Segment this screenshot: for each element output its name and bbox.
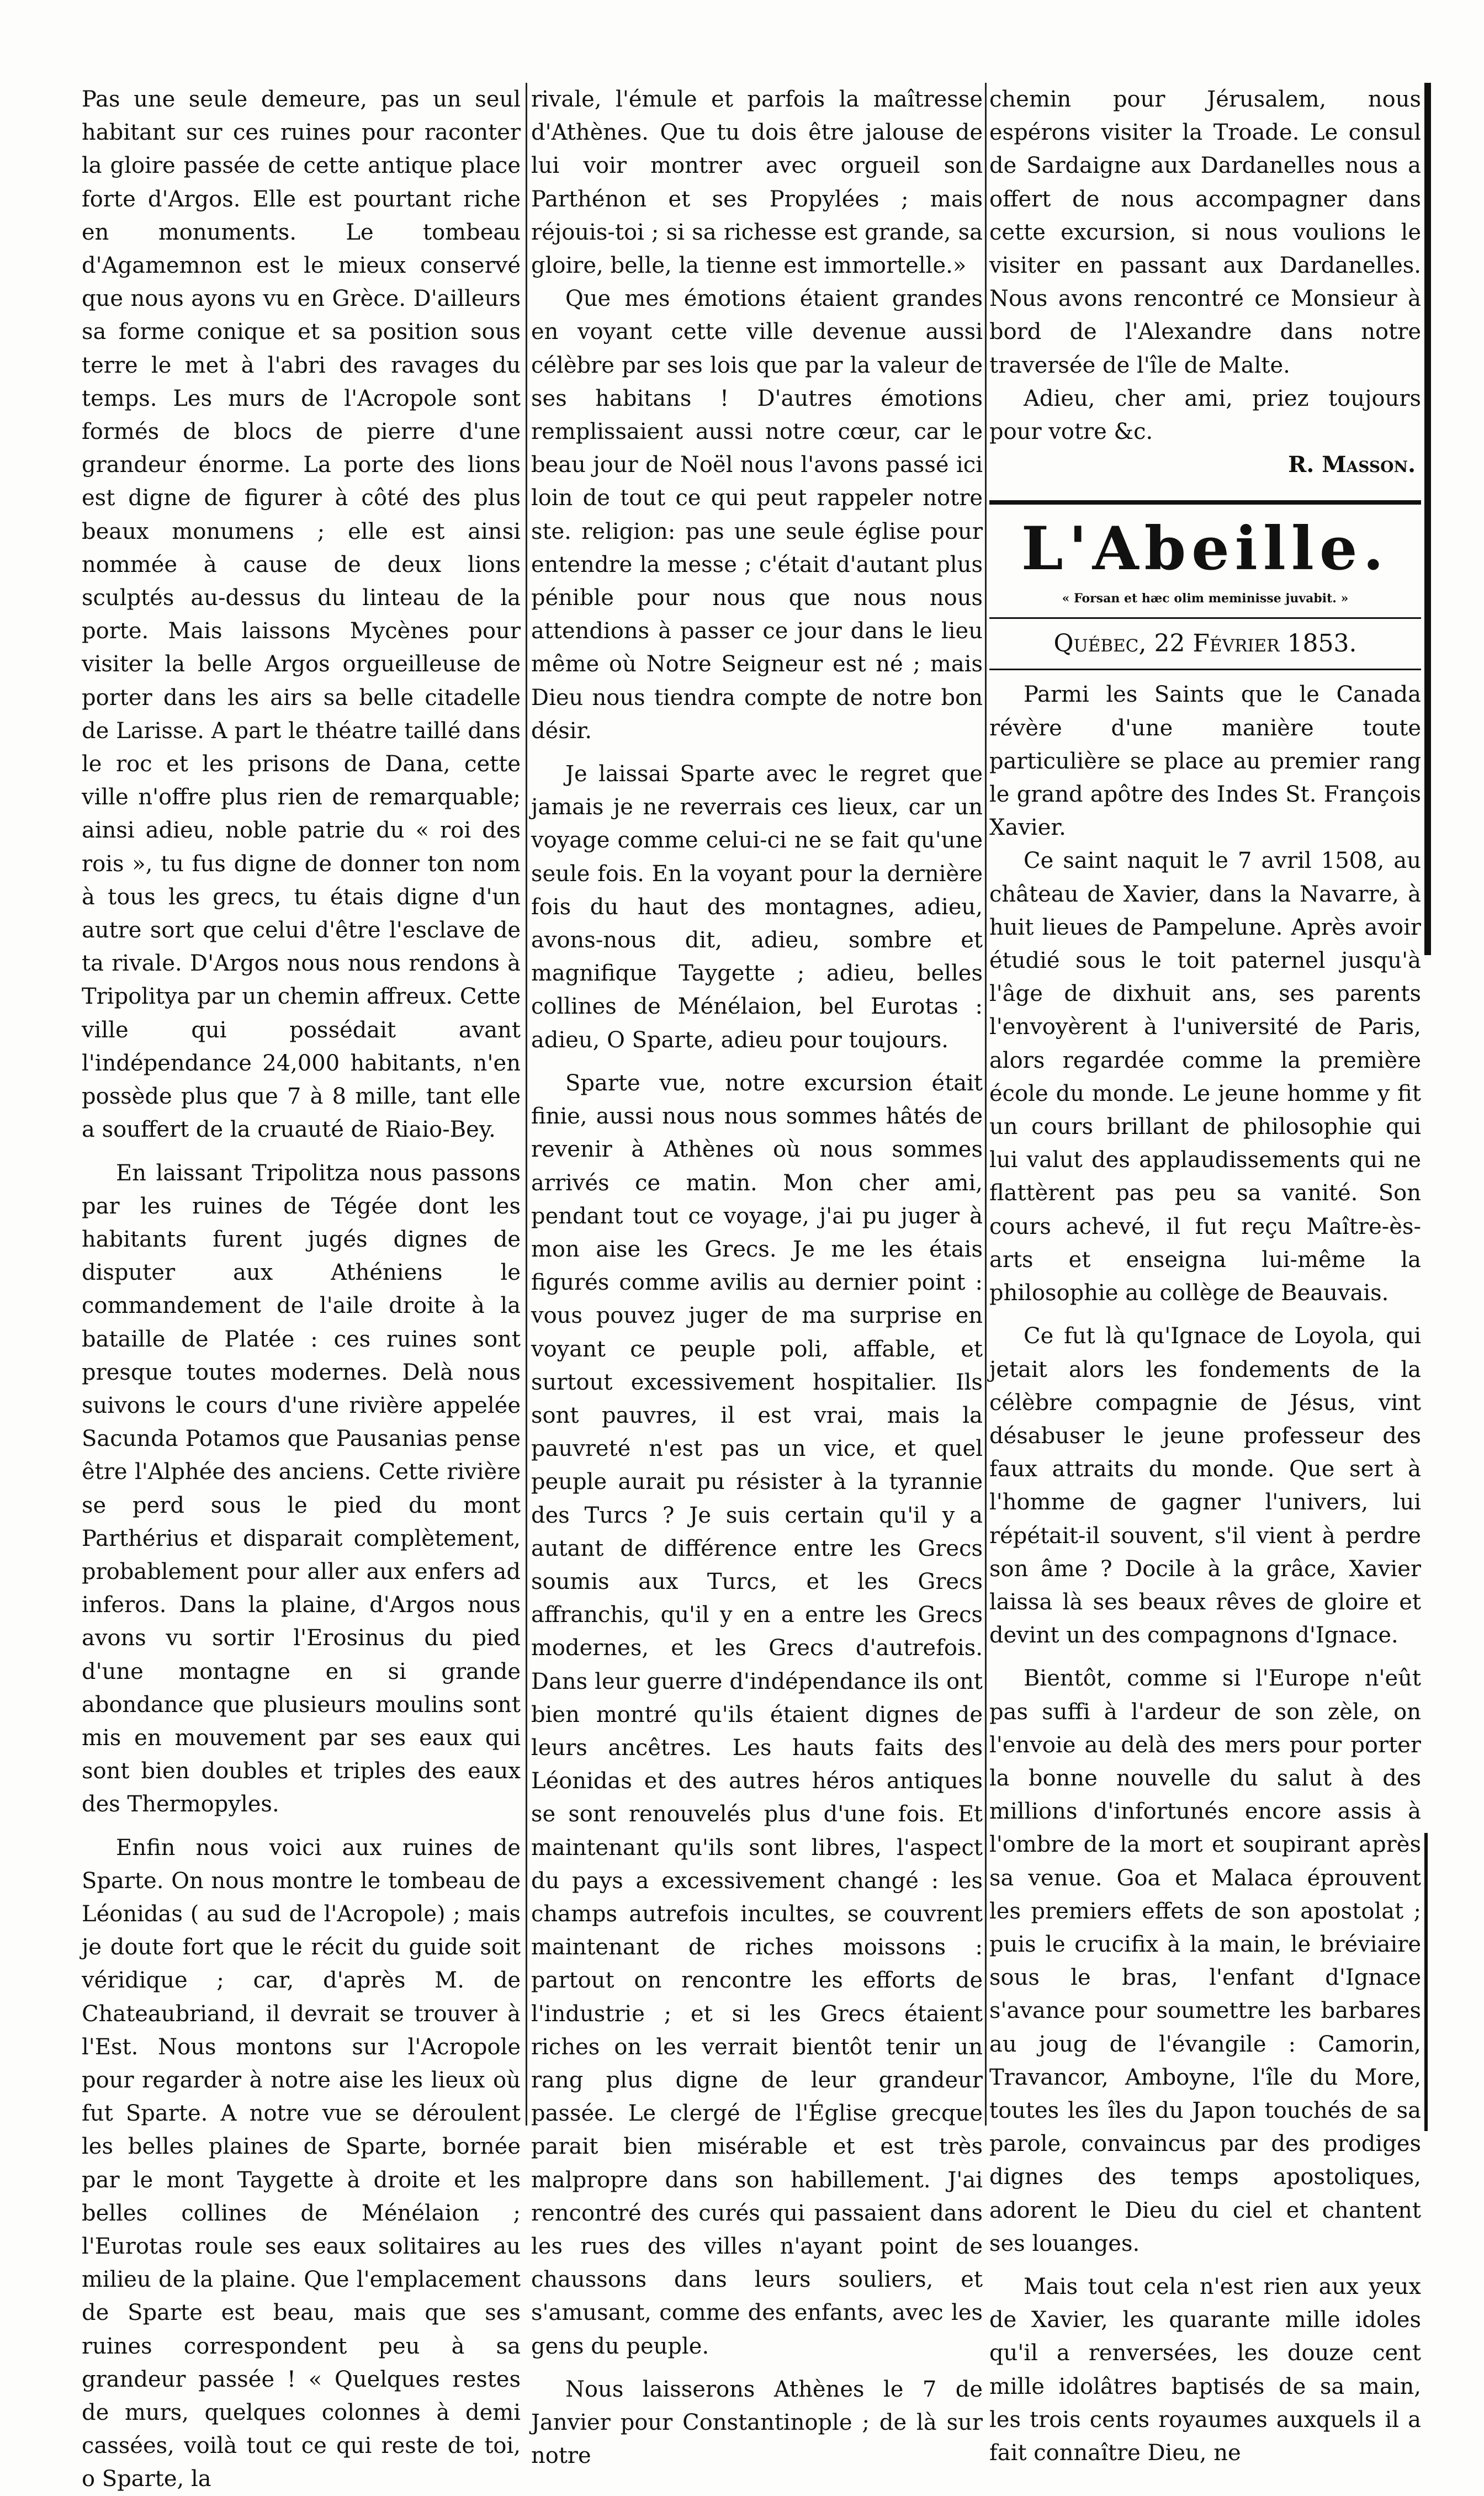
column-rule-left xyxy=(526,83,527,2126)
col3-paragraph-5: Ce fut là qu'Ignace de Loyola, qui jetait alors les fondements de la célèbre compagnie de Jésus, vint désabuser le jeune professeur des faux attraits du monde. Que sert à l'homme de gagner l'univers, lui répétait-il souvent, s'il vient à perdre son âme ? Docile à la grâce, Xavier laissa là ses beaux rêves de gloire et devint un des compagnons d'Ignace. xyxy=(989,1323,1421,1649)
margin-rule-top xyxy=(1424,83,1431,955)
dateline: Québec, 22 Février 1853. xyxy=(1053,629,1357,658)
section-divider xyxy=(989,500,1421,505)
col2-paragraph-2: Que mes émotions étaient grandes en voyant cette ville devenue aussi célèbre par ses lois que par la valeur de ses habitans ! D'autres émotions remplissaient aussi notre cœur, car le beau jour de Noël nous l'avons passé ici loin de tout ce qui peut rappeler notre ste. religion: pas une seule église pour entendre la messe ; c'était d'autant plus pénible pour nous que nous nous attendions à passer ce jour dans le lieu même où Notre Seigneur est né ; mais Dieu nous tiendra compte de notre bon désir. xyxy=(531,286,983,744)
col2-paragraph-3: Je laissai Sparte avec le regret que jamais je ne reverrais ces lieux, car un voyage comme celui-ci ne se fait qu'une seule fois. En la voyant pour la dernière fois du haut des montagnes, adieu, avons-nous dit, adieu, sombre et magnifique Taygette ; adieu, belles collines de Ménélaion, bel Eurotas : adieu, O Sparte, adieu pour toujours. xyxy=(531,761,983,1053)
col1-paragraph-1: Pas une seule demeure, pas un seul habitant sur ces ruines pour raconter la gloire passée de cette antique place forte d'Argos. Elle est pourtant riche en monuments. Le tombeau d'Agamemnon est le mieux conservé que nous ayons vu en Grèce. D'ailleurs sa forme conique et sa position sous terre le met à l'abri des ravages du temps. Les murs de l'Acropole sont formés de blocs de pierre d'une grandeur énorme. La porte des lions est digne de figurer à côté des plus beaux monumens ; elle est ainsi nommée à cause de deux lions sculptés au-dessus du linteau de la porte. Mais laissons Mycènes pour visiter la belle Argos orgueilleuse de porter dans les airs sa belle citadelle de Larisse. A part le théatre taillé dans le roc et les prisons de Dana, cette ville n'offre plus rien de remarquable; ainsi adieu, noble patrie du « roi des rois », tu fus digne de donner ton nom à tous les grecs, tu étais digne d'un autre sort que celui d'être l'esclave de ta rivale. D'Argos nous nous rendons à Tripolitya par un chemin affreux. Cette ville qui possédait avant l'indépendance 24,000 habitants, n'en possède plus que 7 à 8 mille, tant elle a souffert de la cruauté de Riaio-Bey. xyxy=(82,87,521,1143)
col2-paragraph-1: rivale, l'émule et parfois la maîtresse d'Athènes. Que tu dois être jalouse de lui voir montrer avec orgueil son Parthénon et ses Propylées ; mais réjouis-toi ; si sa richesse est grande, sa gloire, belle, la tienne est immortelle.» xyxy=(531,87,983,279)
col3-paragraph-3: Parmi les Saints que le Canada révère d'une manière toute particulière se place au premier rang le grand apôtre des Indes St. François Xavier. xyxy=(989,682,1421,841)
col3-paragraph-7: Mais tout cela n'est rien aux yeux de Xavier, les quarante mille idoles qu'il a renversées, les douze cent mille idolâtres baptisés de sa main, les trois cents royaumes auxquels il a fait connaître Dieu, ne xyxy=(989,2274,1421,2466)
col2-paragraph-4: Sparte vue, notre excursion était finie, aussi nous nous sommes hâtés de revenir à Athènes où nous sommes arrivés ce matin. Mon cher ami, pendant tout ce voyage, j'ai pu juger à mon aise les Grecs. Je me les étais figurés comme avilis au dernier point : vous pouvez juger de ma surprise en voyant ce peuple poli, affable, et surtout excessivement hospitalier. Ils sont pauvres, il est vrai, mais la pauvreté n'est pas un vice, et quel peuple aurait pu résister à la tyrannie des Turcs ? Je suis certain qu'il y a autant de différence entre les Grecs soumis aux Turcs, et les Grecs affranchis, qu'il y en a entre les Grecs modernes, et les Grecs d'autrefois. Dans leur guerre d'indépendance ils ont bien montré qu'ils étaient dignes de leurs ancêtres. Les hauts faits des Léonidas et des autres héros antiques se sont renouvelés plus d'une fois. Et maintenant qu'ils sont libres, l'aspect du pays a excessivement changé : les champs autrefois incultes, se couvrent maintenant de riches moissons : partout on rencontre les efforts de l'industrie ; et si les Grecs étaient riches on les verrait bientôt tenir un rang plus digne de leur grandeur passée. Le clergé de l'Église grecque parait bien misérable et est très malpropre dans son habillement. J'ai rencontré des curés qui passaient dans les rues des villes n'ayant point de chaussons dans leurs souliers, et s'amusant, comme des enfants, avec les gens du peuple. xyxy=(531,1070,983,2359)
letter-signature: R. Masson. xyxy=(1288,452,1416,478)
col3-paragraph-4: Ce saint naquit le 7 avril 1508, au château de Xavier, dans la Navarre, à huit lieues de Pampelune. Après avoir étudié sous le toit paternel jusqu'à l'âge de dixhuit ans, ses parents l'envoyèrent à l'université de Paris, alors regardée comme la première école du monde. Le jeune homme y fit un cours brillant de philosophie qui lui valut des applaudissements qui ne flattèrent pas peu sa vanité. Son cours achevé, il fut reçu Maître-ès-arts et enseigna lui-même la philosophie au collège de Beauvais. xyxy=(989,848,1421,1306)
col2-paragraph-5: Nous laisserons Athènes le 7 de Janvier pour Constantinople ; de là sur notre xyxy=(531,2376,983,2469)
column-1 xyxy=(82,83,521,2496)
col3-paragraph-1: chemin pour Jérusalem, nous espérons visiter la Troade. Le consul de Sardaigne aux Dardanelles nous a offert de nous accompagner dans cette excursion, si nous voulions le visiter en passant aux Dardanelles. Nous avons rencontré ce Monsieur à bord de l'Alexandre dans notre traversée de l'île de Malte. xyxy=(989,87,1421,378)
dateline-rule-bottom xyxy=(989,669,1421,670)
masthead-title: L'Abeille. xyxy=(1021,514,1390,584)
col1-paragraph-2: En laissant Tripolitza nous passons par les ruines de Tégée dont les habitants furent jugés dignes de disputer aux Athéniens le commandement de l'aile droite à la bataille de Platée : ces ruines sont presque toutes modernes. Delà nous suivons le cours d'une rivière appelée Sacunda Potamos que Pausanias pense être l'Alphée des anciens. Cette rivière se perd sous le pied du mont Parthérius et disparait complètement, probablement pour aller aux enfers ad inferos. Dans la plaine, d'Argos nous avons vu sortir l'Erosinus du pied d'une montagne en si grande abondance que plusieurs moulins sont mis en mouvement par ses eaux qui sont bien doubles et triples des eaux des Thermopyles. xyxy=(82,1160,521,1817)
col3-paragraph-2: Adieu, cher ami, priez toujours pour votre &c. xyxy=(989,385,1421,445)
masthead-motto: « Forsan et hæc olim meminisse juvabit. » xyxy=(1062,591,1349,606)
col1-paragraph-3: Enfin nous voici aux ruines de Sparte. On nous montre le tombeau de Léonidas ( au sud de l'Acropole) ; mais je doute fort que le récit du guide soit véridique ; car, d'après M. de Chateaubriand, il devrait se trouver à l'Est. Nous montons sur l'Acropole pour regarder à notre aise les lieux où fut Sparte. A notre vue se déroulent les belles plaines de Sparte, bornée par le mont Taygette à droite et les belles collines de Ménélaion ; l'Eurotas roule ses eaux solitaires au milieu de la plaine. Que l'emplacement de Sparte est beau, mais que ses ruines correspondent peu à sa grandeur passée ! « Quelques restes de murs, quelques colonnes à demi cassées, voilà tout ce qui reste de toi, o Sparte, la xyxy=(82,1835,521,2492)
column-rule-right xyxy=(985,83,987,2126)
column-3 xyxy=(989,83,1421,2469)
dateline-rule-top xyxy=(989,617,1421,619)
column-2 xyxy=(531,83,983,2472)
margin-rule-bottom xyxy=(1424,1833,1428,2131)
col3-paragraph-6: Bientôt, comme si l'Europe n'eût pas suffi à l'ardeur de son zèle, on l'envoie au delà des mers pour porter la bonne nouvelle du salut à des millions d'infortunés encore assis à l'ombre de la mort et soupirant après sa venue. Goa et Malaca éprouvent les premiers effets de son apostolat ; puis le crucifix à la main, le bréviaire sous le bras, l'enfant d'Ignace s'avance pour soumettre les barbares au joug de l'évangile : Camorin, Travancor, Amboyne, l'île du More, toutes les îles du Japon touchés de sa parole, convaincus par des prodiges dignes des temps apostoliques, adorent le Dieu du ciel et chantent ses louanges. xyxy=(989,1666,1421,2256)
